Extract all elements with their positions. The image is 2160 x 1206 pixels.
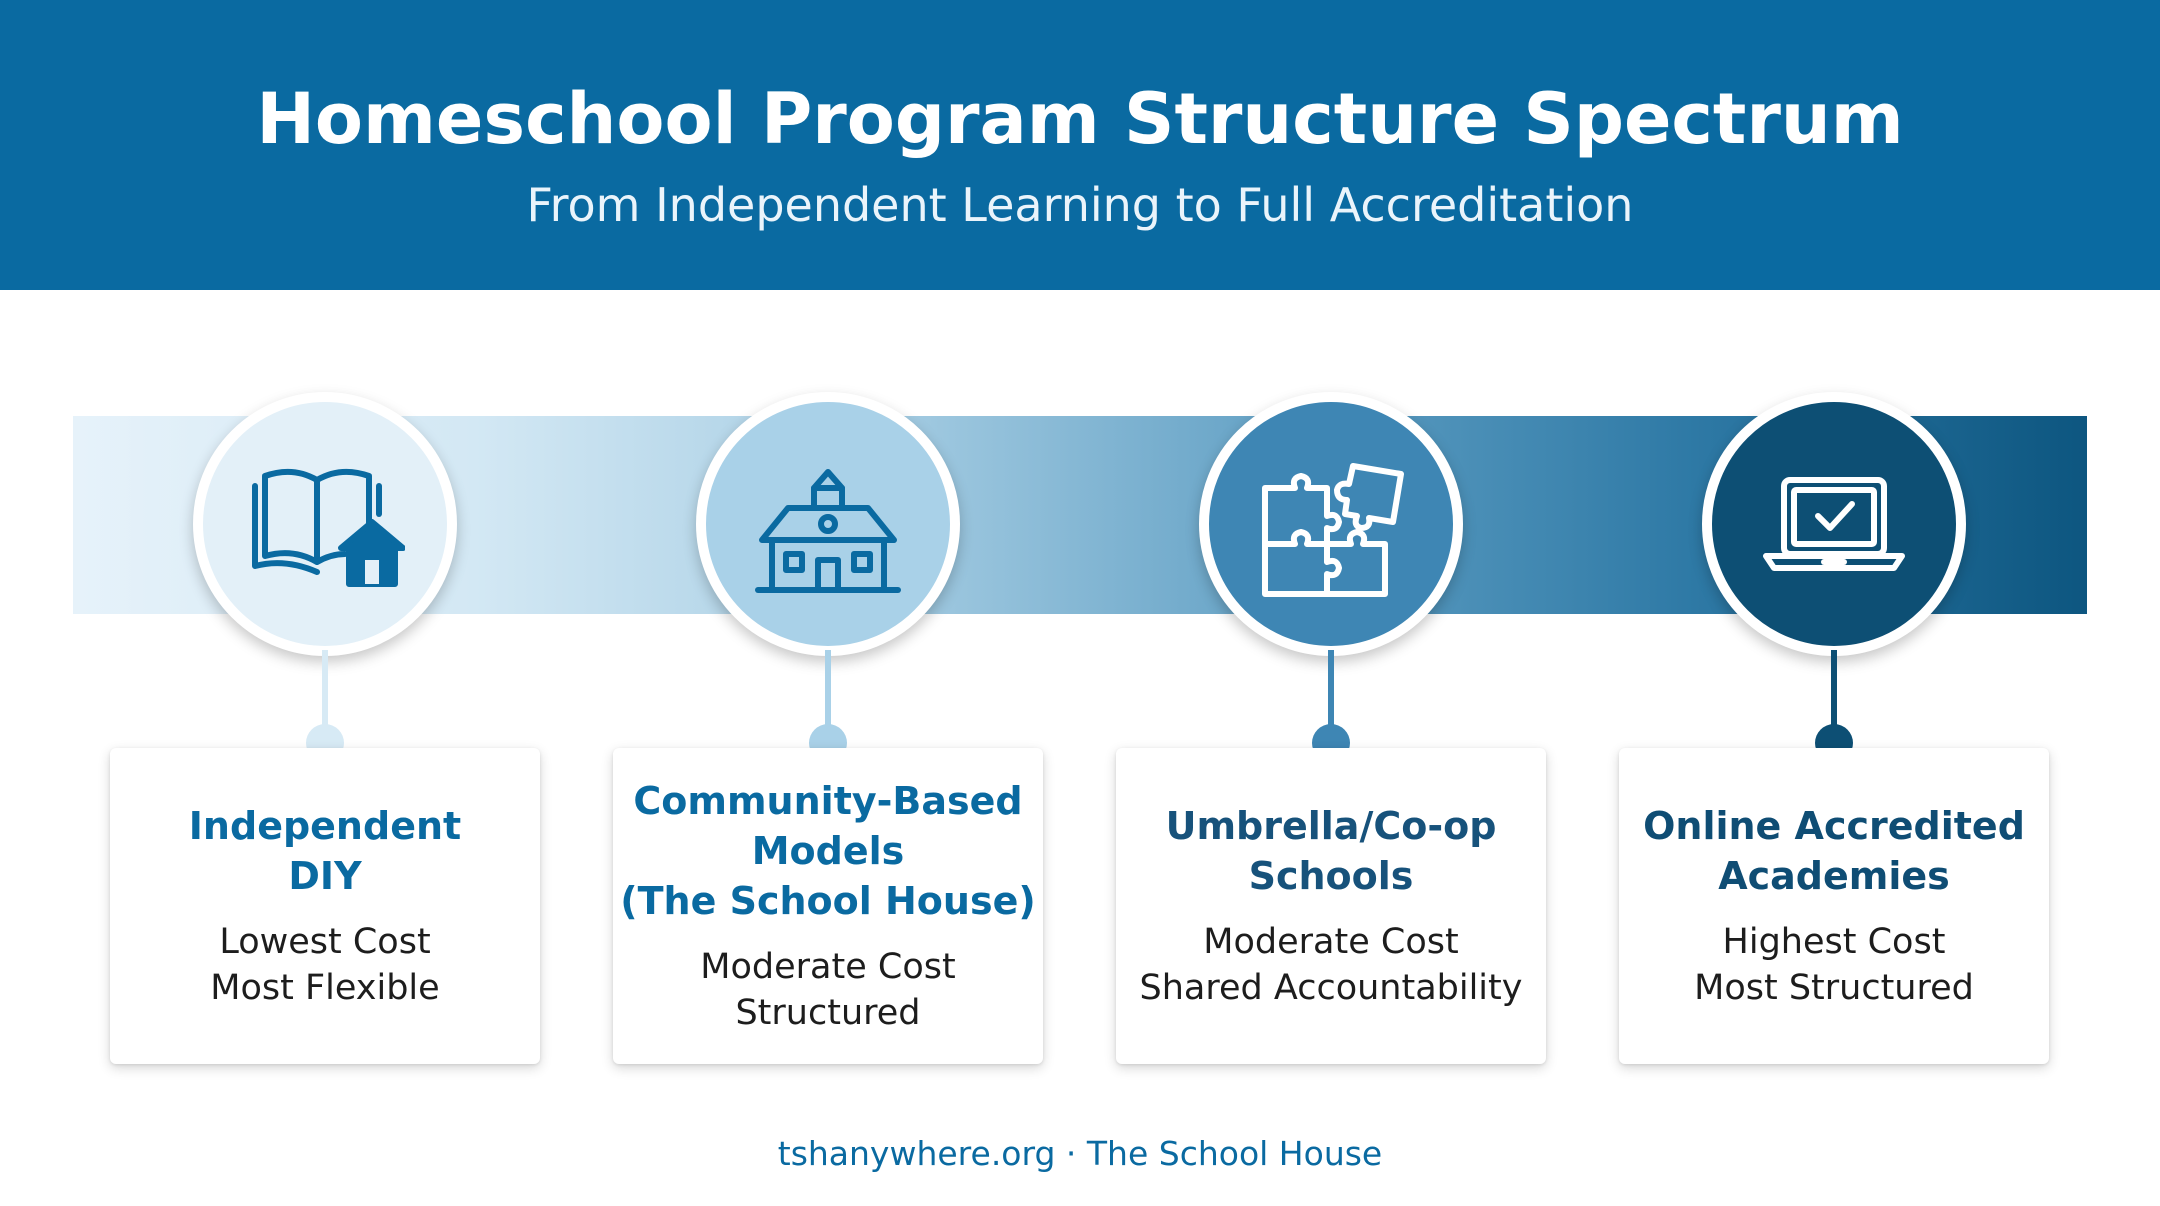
stage-3-card xyxy=(1116,748,1546,1064)
page-title: Homeschool Program Structure Spectrum xyxy=(256,78,1904,160)
stage-2-node xyxy=(696,392,960,656)
stage-2-connector xyxy=(825,650,831,730)
stage-1-title: Independent DIY xyxy=(188,804,462,898)
stage-4-connector xyxy=(1831,650,1837,730)
stage-4-card xyxy=(1619,748,2049,1064)
stage-4-title: Online Accredited Academies xyxy=(1643,804,2025,898)
footer-credit: tshanywhere.org · The School House xyxy=(777,1134,1383,1173)
stage-3-connector xyxy=(1328,650,1334,730)
stage-1-description: Lowest Cost Most Flexible xyxy=(210,922,440,1008)
stage-1-connector xyxy=(322,650,328,730)
stage-3-node xyxy=(1199,392,1463,656)
stage-1-node xyxy=(193,392,457,656)
schoolhouse-icon xyxy=(748,444,908,604)
laptop-check-icon xyxy=(1754,444,1914,604)
stage-3-title: Umbrella/Co-op Schools xyxy=(1165,804,1497,898)
stage-4-description: Highest Cost Most Structured xyxy=(1694,922,1974,1008)
puzzle-icon xyxy=(1251,444,1411,604)
stage-2-description: Moderate Cost Structured xyxy=(700,947,956,1033)
book-home-icon xyxy=(245,444,405,604)
page-subtitle: From Independent Learning to Full Accreditation xyxy=(526,178,1634,232)
stage-2-card xyxy=(613,748,1043,1064)
stage-1-card xyxy=(110,748,540,1064)
stage-3-description: Moderate Cost Shared Accountability xyxy=(1139,922,1523,1008)
header-banner xyxy=(0,0,2160,290)
stage-2-title: Community-Based Models (The School House) xyxy=(620,779,1036,923)
stage-4-node xyxy=(1702,392,1966,656)
